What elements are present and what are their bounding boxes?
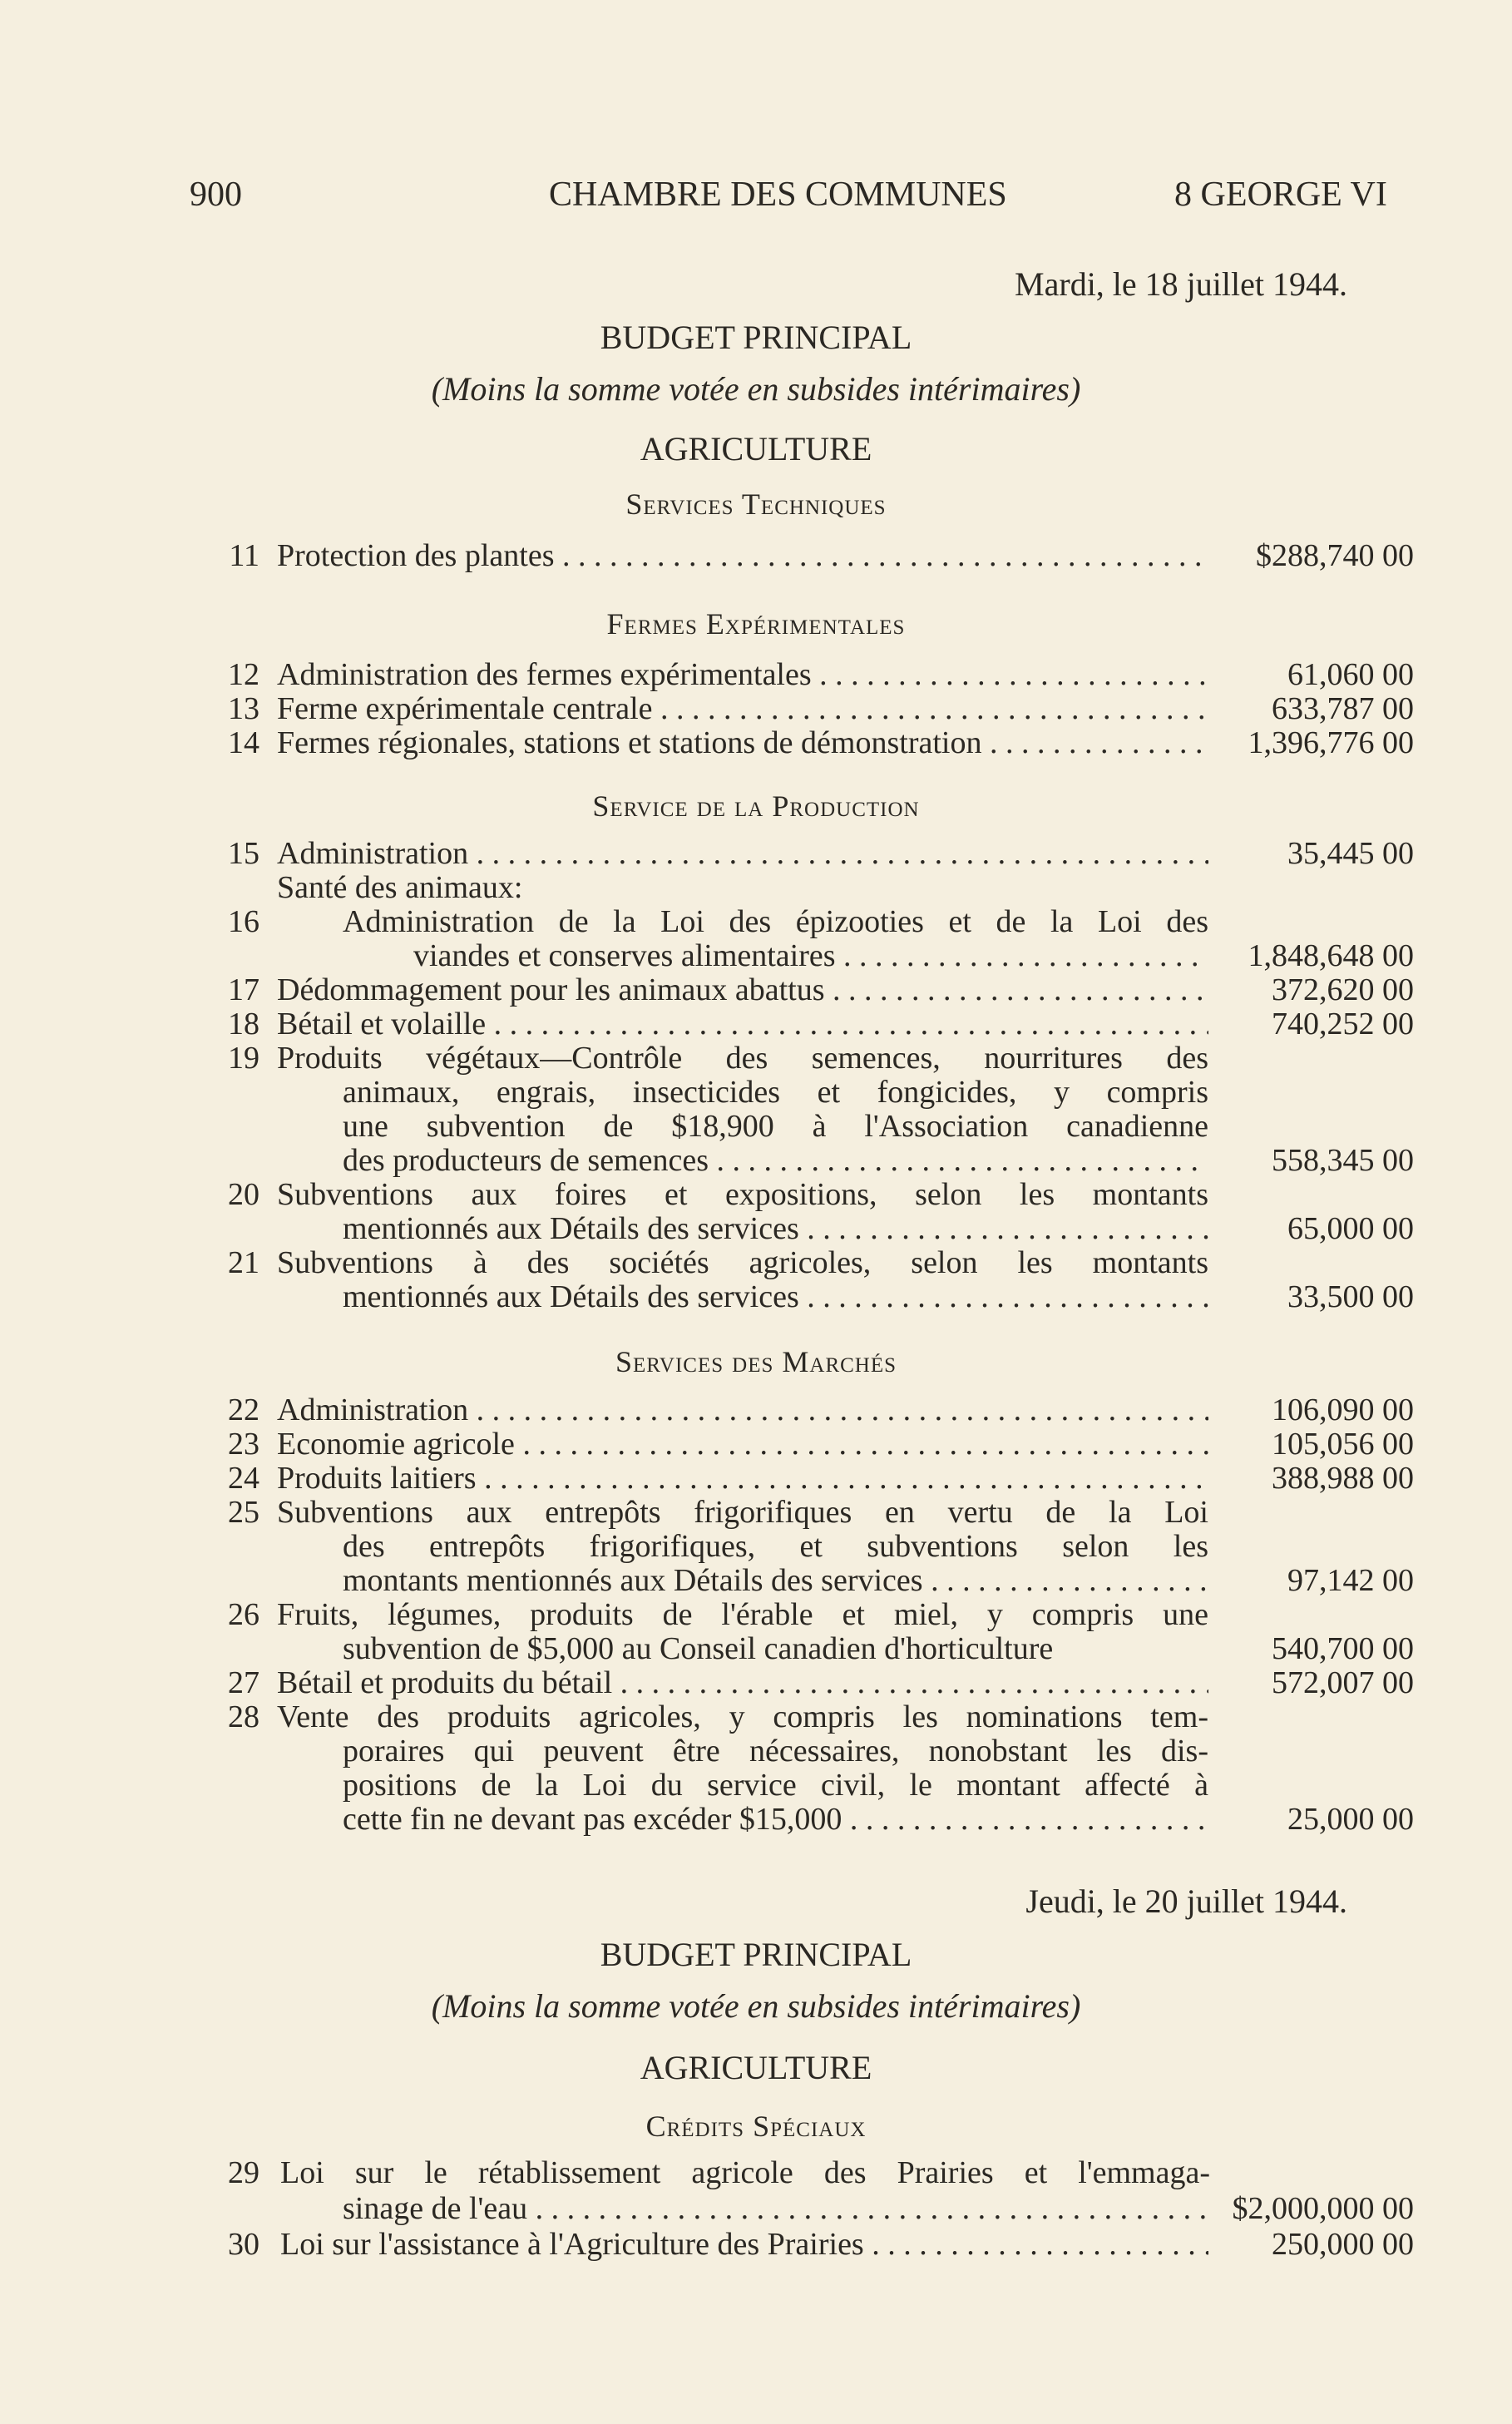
budget-item-28-cont — [0, 1802, 1512, 1837]
item-number: 20 — [228, 1177, 259, 1212]
section2-department: AGRICULTURE — [640, 2049, 872, 2086]
item-number: 30 — [228, 2227, 259, 2262]
item-number: 21 — [228, 1245, 259, 1280]
item-amount: 105,056 00 — [1272, 1427, 1414, 1462]
item-amount: 106,090 00 — [1272, 1393, 1414, 1427]
item-amount: 250,000 00 — [1272, 2227, 1414, 2262]
item-number: 17 — [228, 972, 259, 1007]
item-label-line: cette fin ne devant pas excéder $15,000 . . . — [343, 1802, 1208, 1837]
item-amount: 61,060 00 — [1287, 657, 1414, 692]
item-label-line: subvention de $5,000 au Conseil canadien d'horticulture — [343, 1631, 1054, 1666]
item-label: Administration . . . — [277, 1393, 1208, 1427]
budget-item-22 — [0, 1393, 1512, 1427]
heading-credits-speciaux: Crédits Spéciaux — [645, 2110, 867, 2143]
item-amount: 740,252 00 — [1272, 1007, 1414, 1041]
budget-item-28-cont — [0, 1768, 1512, 1803]
page-number: 900 — [190, 176, 242, 214]
item-label-line: poraires qui peuvent être nécessaires, nonobstant les dis- — [343, 1734, 1208, 1769]
item-label: Dédommagement pour les animaux abattus . . . — [277, 972, 1208, 1007]
item-amount: 97,142 00 — [1287, 1563, 1414, 1598]
item-amount: 633,787 00 — [1272, 691, 1414, 726]
item-amount: 558,345 00 — [1272, 1143, 1414, 1178]
heading-services-techniques: Services Techniques — [625, 487, 887, 521]
item-amount: 1,396,776 00 — [1248, 725, 1414, 760]
budget-item-11 — [0, 538, 1512, 573]
item-number: 16 — [228, 904, 259, 939]
budget-item-25 — [0, 1495, 1512, 1530]
item-number: 14 — [228, 725, 259, 760]
budget-item-19-cont — [0, 1075, 1512, 1110]
budget-item-29 — [0, 2155, 1512, 2190]
budget-item-14 — [0, 725, 1512, 760]
item-label: Loi sur l'assistance à l'Agriculture des Prairies . . . — [280, 2227, 1208, 2262]
item-label: Protection des plantes . . . — [277, 538, 1208, 573]
budget-item-23 — [0, 1427, 1512, 1462]
item-number: 18 — [228, 1007, 259, 1041]
item-label-line: une subvention de $18,900 à l'Association canadienne — [343, 1109, 1208, 1144]
item-label-line: mentionnés aux Détails des services . . . — [343, 1211, 1208, 1246]
item-amount: 65,000 00 — [1287, 1211, 1414, 1246]
item-label-line: positions de la Loi du service civil, le montant affecté à — [343, 1768, 1208, 1803]
item-number: 23 — [228, 1427, 259, 1462]
subheading-label: Santé des animaux: — [277, 870, 523, 905]
item-label-line: Administration de la Loi des épizooties et de la Loi des — [343, 904, 1208, 939]
item-label-line: mentionnés aux Détails des services . . . — [343, 1279, 1208, 1314]
item-label: Administration . . . — [277, 836, 1208, 871]
item-amount: 572,007 00 — [1272, 1665, 1414, 1700]
item-label-line: Fruits, légumes, produits de l'érable et miel, y compris une — [277, 1597, 1208, 1632]
budget-item-29-cont — [0, 2191, 1512, 2226]
budget-item-27 — [0, 1665, 1512, 1700]
budget-item-20-cont — [0, 1211, 1512, 1246]
budget-item-24 — [0, 1461, 1512, 1496]
item-amount: 25,000 00 — [1287, 1802, 1414, 1837]
budget-item-28-cont — [0, 1734, 1512, 1769]
item-label: Fermes régionales, stations et stations de démonstration . . . — [277, 725, 1208, 760]
item-label-line: Produits végétaux—Contrôle des semences, nourritures des — [277, 1041, 1208, 1076]
item-label: Administration des fermes expérimentales . . . — [277, 657, 1208, 692]
item-number: 29 — [228, 2155, 259, 2190]
budget-item-15 — [0, 836, 1512, 871]
section2-subtitle: (Moins la somme votée en subsides intérimaires) — [431, 1987, 1081, 2025]
item-label: Produits laitiers . . . — [277, 1461, 1208, 1496]
item-label: Ferme expérimentale centrale . . . — [277, 691, 1208, 726]
budget-item-25-cont — [0, 1563, 1512, 1598]
budget-item-21 — [0, 1245, 1512, 1280]
budget-item-16-cont — [0, 938, 1512, 973]
item-number: 12 — [228, 657, 259, 692]
budget-item-21-cont — [0, 1279, 1512, 1314]
section2-title: BUDGET PRINCIPAL — [600, 1936, 912, 1973]
budget-item-19-cont — [0, 1109, 1512, 1144]
item-label-line: Subventions à des sociétés agricoles, selon les montants — [277, 1245, 1208, 1280]
subheading-sante-animaux — [0, 870, 1512, 905]
heading-services-marches: Services des Marchés — [615, 1345, 897, 1378]
budget-item-13 — [0, 691, 1512, 726]
budget-item-20 — [0, 1177, 1512, 1212]
budget-item-30 — [0, 2227, 1512, 2262]
item-amount: 372,620 00 — [1272, 972, 1414, 1007]
item-label-line: des producteurs de semences . . . — [343, 1143, 1208, 1178]
item-number: 13 — [228, 691, 259, 726]
budget-item-17 — [0, 972, 1512, 1007]
item-number: 11 — [229, 538, 259, 573]
section2-date: Jeudi, le 20 juillet 1944. — [1025, 1882, 1347, 1920]
item-amount: 35,445 00 — [1287, 836, 1414, 871]
item-label-line: montants mentionnés aux Détails des services . . . — [343, 1563, 1208, 1598]
item-number: 24 — [228, 1461, 259, 1496]
section1-date: Mardi, le 18 juillet 1944. — [1015, 265, 1347, 303]
item-number: 19 — [228, 1041, 259, 1076]
item-number: 28 — [228, 1699, 259, 1734]
item-label: Bétail et volaille . . . — [277, 1007, 1208, 1041]
item-amount: 1,848,648 00 — [1248, 938, 1414, 973]
item-amount: 388,988 00 — [1272, 1461, 1414, 1496]
item-number: 15 — [228, 836, 259, 871]
item-label-line: Loi sur le rétablissement agricole des Prairies et l'emmaga- — [280, 2155, 1210, 2190]
item-label-line: viandes et conserves alimentaires . . . — [413, 938, 1208, 973]
section1-title: BUDGET PRINCIPAL — [600, 319, 912, 356]
budget-item-26-cont — [0, 1631, 1512, 1666]
budget-item-19 — [0, 1041, 1512, 1076]
item-number: 26 — [228, 1597, 259, 1632]
heading-fermes-experimentales: Fermes Expérimentales — [606, 607, 906, 641]
item-number: 27 — [228, 1665, 259, 1700]
item-label-line: Vente des produits agricoles, y compris les nominations tem- — [277, 1699, 1208, 1734]
item-amount: $2,000,000 00 — [1232, 2191, 1414, 2226]
item-label: Bétail et produits du bétail . . . — [277, 1665, 1208, 1700]
item-label-line: Subventions aux foires et expositions, selon les montants — [277, 1177, 1208, 1212]
item-amount: 540,700 00 — [1272, 1631, 1414, 1666]
item-label-line: des entrepôts frigorifiques, et subventions selon les — [343, 1529, 1208, 1564]
heading-service-production: Service de la Production — [592, 789, 920, 823]
section1-subtitle: (Moins la somme votée en subsides intérimaires) — [431, 370, 1081, 408]
page-header-session: 8 GEORGE VI — [1174, 176, 1387, 214]
item-label-line: animaux, engrais, insecticides et fongicides, y compris — [343, 1075, 1208, 1110]
item-amount: 33,500 00 — [1287, 1279, 1414, 1314]
budget-item-16 — [0, 904, 1512, 939]
item-number: 22 — [228, 1393, 259, 1427]
budget-item-18 — [0, 1007, 1512, 1041]
page-header-title: CHAMBRE DES COMMUNES — [549, 176, 1007, 214]
item-label-line: sinage de l'eau . . . — [343, 2191, 1208, 2226]
item-number: 25 — [228, 1495, 259, 1530]
item-amount: $288,740 00 — [1256, 538, 1414, 573]
budget-item-28 — [0, 1699, 1512, 1734]
budget-item-19-cont — [0, 1143, 1512, 1178]
budget-item-12 — [0, 657, 1512, 692]
section1-department: AGRICULTURE — [640, 430, 872, 467]
item-label-line: Subventions aux entrepôts frigorifiques en vertu de la Loi — [277, 1495, 1208, 1530]
budget-item-26 — [0, 1597, 1512, 1632]
budget-item-25-cont — [0, 1529, 1512, 1564]
item-label: Economie agricole . . . — [277, 1427, 1208, 1462]
